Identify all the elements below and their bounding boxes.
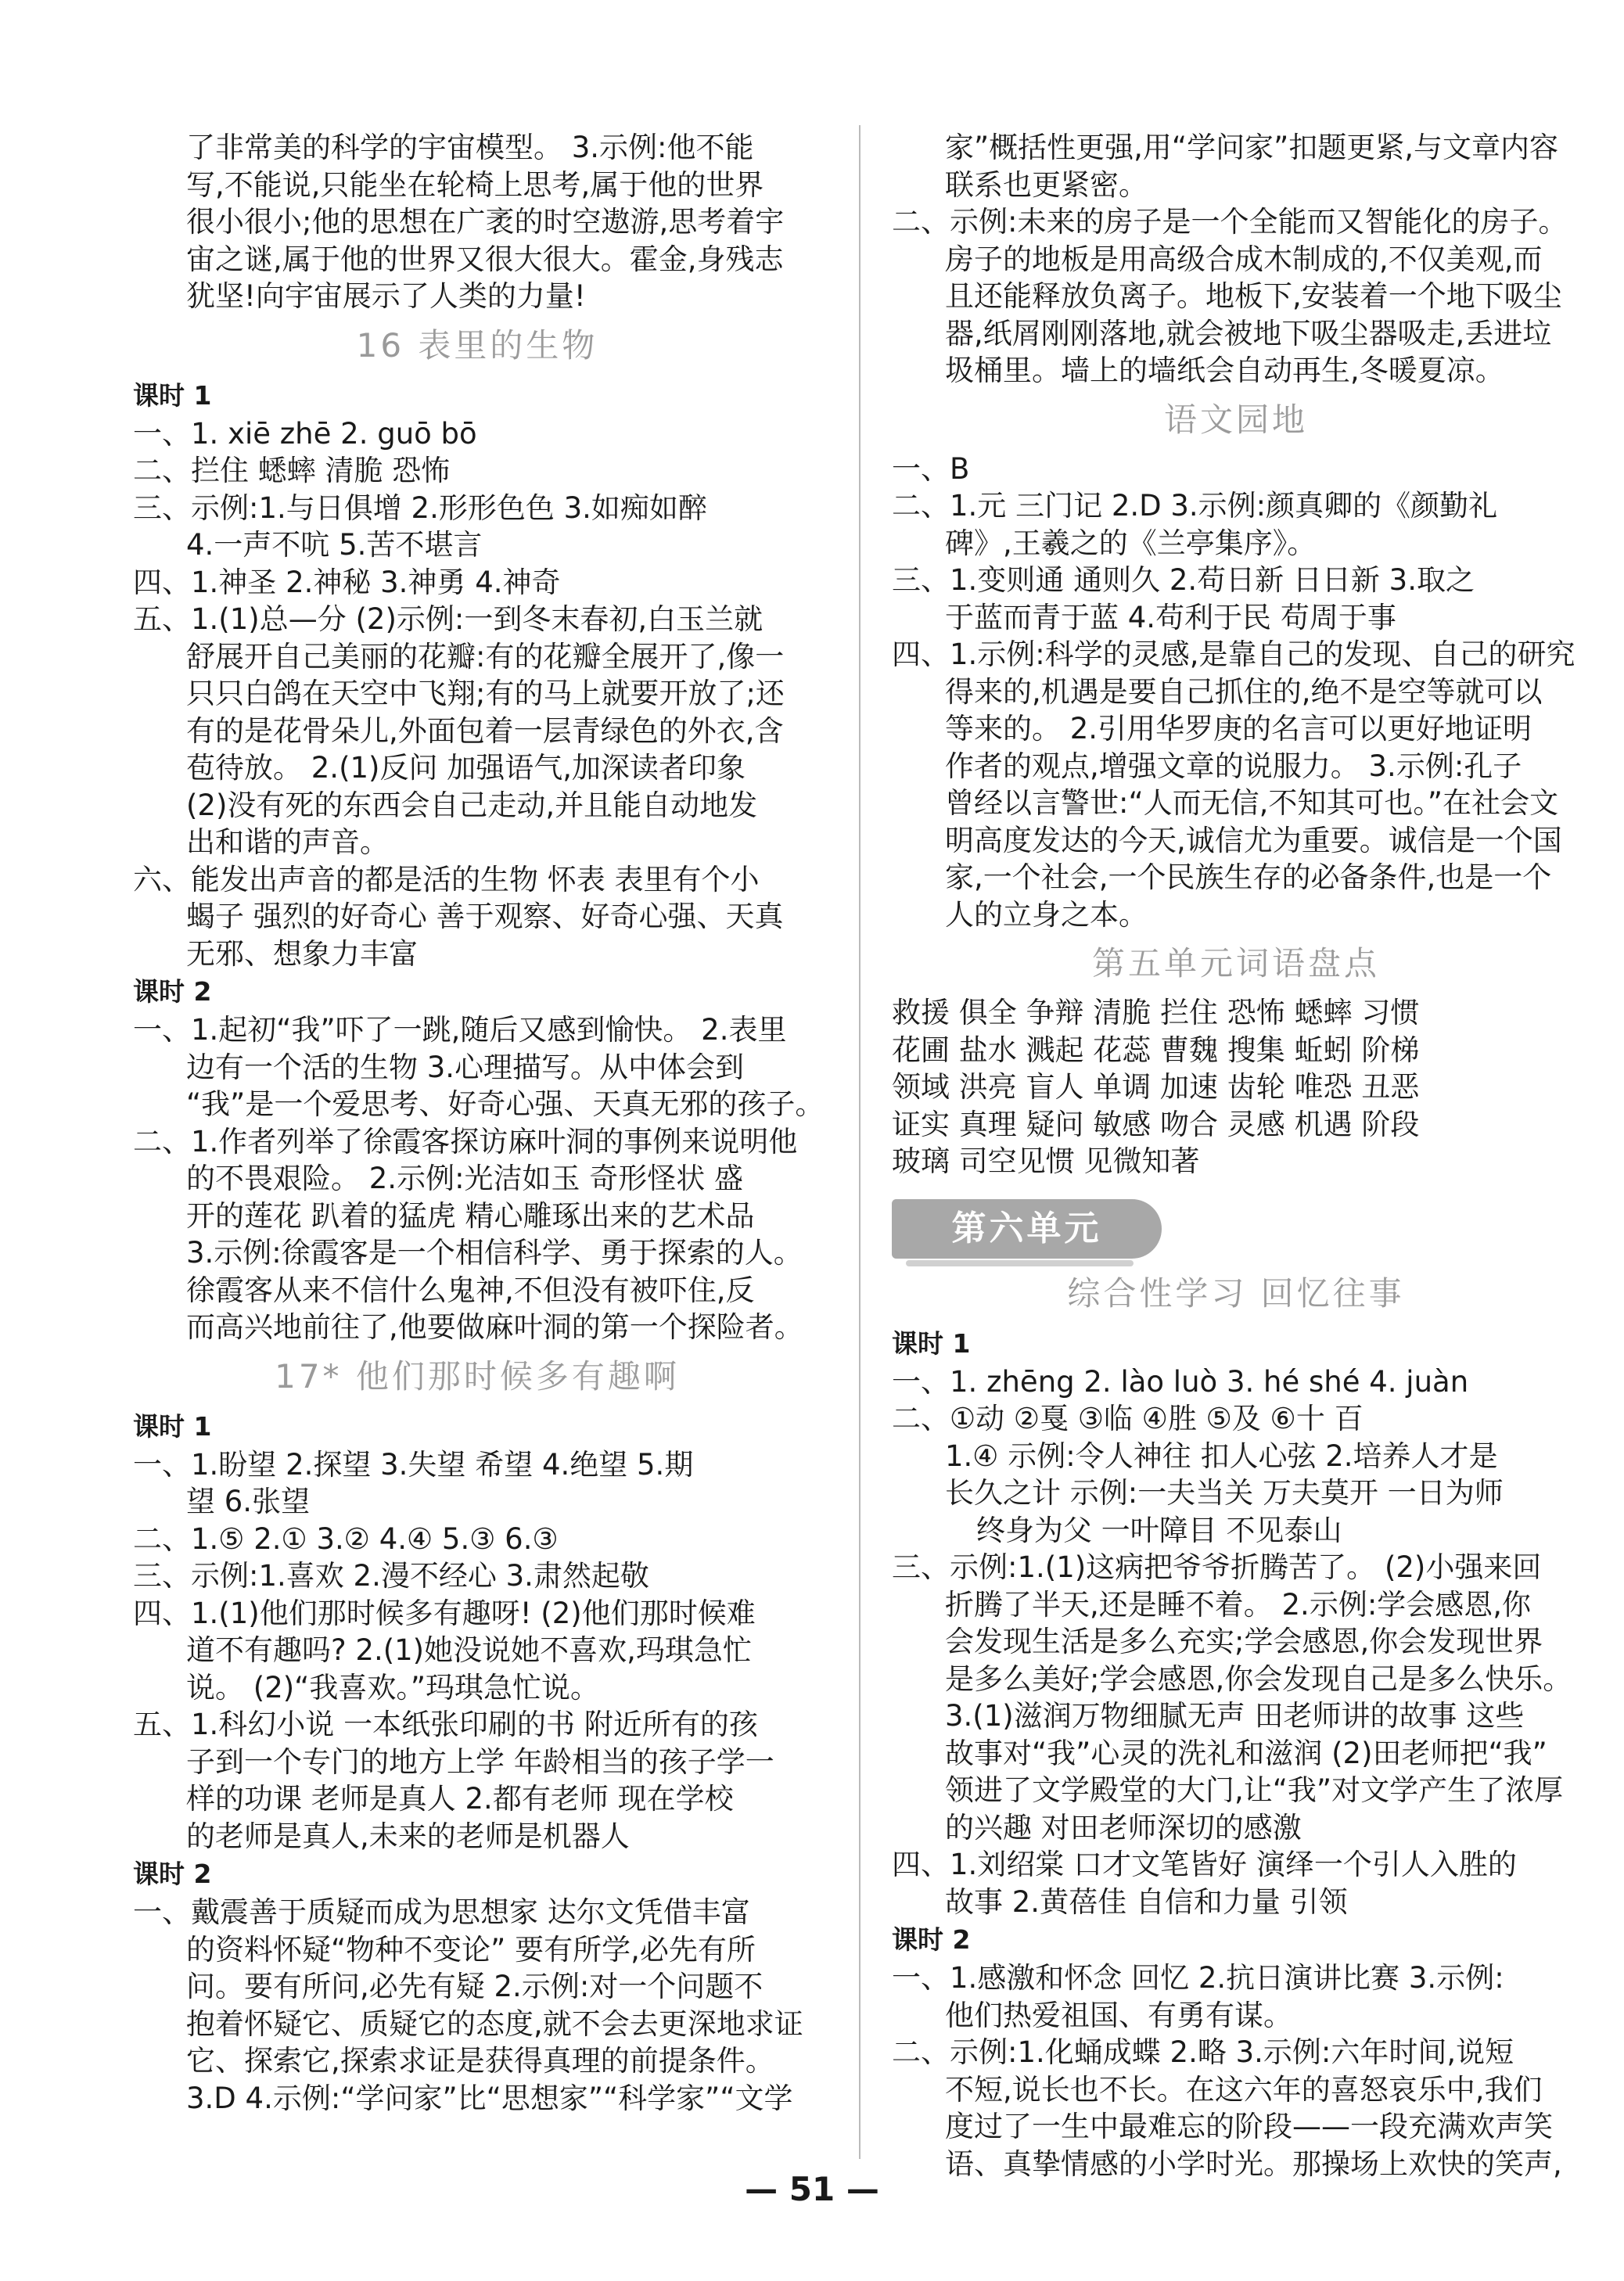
answer-line: 样的功课 老师是真人 2.都有老师 现在学校 <box>186 1782 734 1816</box>
answer-line: 得来的,机遇是要自己抓住的,绝不是空等就可以 <box>945 674 1543 709</box>
answer-line: 故事对“我”心灵的洗礼和滋润 (2)田老师把“我” <box>945 1736 1547 1770</box>
answer-line: 了非常美的科学的宇宙模型。 3.示例:他不能 <box>186 131 754 164</box>
answer-line: 3.(1)滋润万物细腻无声 田老师讲的故事 这些 <box>945 1699 1525 1733</box>
answer-line: 3.D 4.示例:“学问家”比“思想家”“科学家”“文学 <box>186 2081 793 2115</box>
answer-line: 玻璃 司空见惯 见微知著 <box>892 1144 1200 1178</box>
answer-line: 等来的。 2.引用华罗庚的名言可以更好地证明 <box>945 712 1532 745</box>
answer-line: 3.示例:徐霞客是一个相信科学、勇于探索的人。 <box>186 1236 803 1270</box>
answer-line: 二、1.元 三门记 2.D 3.示例:颜真卿的《颜勤礼 <box>892 489 1498 523</box>
answer-line: 徐霞客从来不信什么鬼神,不但没有被吓住,反 <box>186 1273 755 1307</box>
answer-line: 于蓝而青于蓝 4.苟利于民 苟周于事 <box>945 600 1396 634</box>
lesson-label: 课时 1 <box>133 1410 212 1442</box>
answer-line: 二、示例:1.化蛹成蝶 2.略 3.示例:六年时间,说短 <box>892 2035 1514 2069</box>
answer-line: 人的立身之本。 <box>945 897 1148 932</box>
answer-line: 家,一个社会,一个民族生存的必备条件,也是一个 <box>945 860 1552 894</box>
answer-line: 四、1.刘绍棠 口才文笔皆好 演绎一个引人入胜的 <box>892 1848 1517 1881</box>
answer-line: 出和谐的声音。 <box>186 825 389 859</box>
answer-line: 五、1.(1)总—分 (2)示例:一到冬末春初,白玉兰就 <box>133 602 763 636</box>
answer-line: 度过了一生中最难忘的阶段——一段充满欢声笑 <box>945 2110 1553 2143</box>
lesson-label: 课时 2 <box>133 1859 212 1889</box>
section-heading: 语文园地 <box>1163 400 1308 439</box>
answer-line: 领进了文学殿堂的大门,让“我”对文学产生了浓厚 <box>945 1773 1564 1807</box>
answer-line: 三、1.变则通 通则久 2.苟日新 日日新 3.取之 <box>892 563 1475 597</box>
answer-line: 折腾了半天,还是睡不着。 2.示例:学会感恩,你 <box>945 1587 1532 1622</box>
answer-line: 望 6.张望 <box>186 1485 311 1518</box>
answer-line: 蝎子 强烈的好奇心 善于观察、好奇心强、天真 <box>186 900 784 933</box>
answer-line: 三、示例:1.喜欢 2.漫不经心 3.肃然起敬 <box>133 1559 649 1593</box>
section-heading: 综合性学习 回忆往事 <box>1067 1273 1405 1313</box>
answer-line: 宙之谜,属于他的世界又很大很大。霍金,身残志 <box>186 242 784 276</box>
answer-line: 苞待放。 2.(1)反问 加强语气,加深读者印象 <box>186 751 746 785</box>
answer-line: 语、真挚情感的小学时光。那操场上欢快的笑声, <box>945 2146 1562 2181</box>
answer-line: 二、拦住 蟋蟀 清脆 恐怖 <box>133 454 451 487</box>
answer-line: 器,纸屑刚刚落地,就会被地下吸尘器吸走,丢进垃 <box>945 316 1552 350</box>
answer-line: 舒展开自己美丽的花瓣:有的花瓣全展开了,像一 <box>186 639 785 674</box>
answer-line: 二、示例:未来的房子是一个全能而又智能化的房子。 <box>892 205 1568 239</box>
answer-line: 抱着怀疑它、质疑它的态度,就不会去更深地求证 <box>186 2006 803 2041</box>
answer-line: 碑》,王羲之的《兰亭集序》。 <box>945 526 1317 560</box>
unit-banner: 第六单元 <box>892 1199 1162 1259</box>
answer-line: 证实 真理 疑问 敏感 吻合 灵感 机遇 阶段 <box>892 1107 1420 1141</box>
answer-line: 四、1.神圣 2.神秘 3.神勇 4.神奇 <box>133 565 561 599</box>
answer-line: 作者的观点,增强文章的说服力。 3.示例:孔子 <box>945 749 1522 783</box>
answer-line: 家”概括性更强,用“学问家”扣题更紧,与文章内容 <box>945 131 1559 164</box>
answer-line: 道不有趣吗? 2.(1)她没说她不喜欢,玛琪急忙 <box>186 1633 752 1667</box>
section-heading: 第五单元词语盘点 <box>1091 944 1380 982</box>
answer-line: 会发现生活是多么充实;学会感恩,你会发现世界 <box>945 1625 1543 1658</box>
answer-line: 房子的地板是用高级合成木制成的,不仅美观,而 <box>945 242 1543 276</box>
answer-line: 很小很小;他的思想在广袤的时空遨游,思考着宇 <box>186 205 785 239</box>
answer-line: 的资料怀疑“物种不变论” 要有所学,必先有所 <box>186 1932 756 1967</box>
answer-line: 边有一个活的生物 3.心理描写。从中体会到 <box>186 1050 745 1084</box>
answer-line: 而高兴地前往了,他要做麻叶洞的第一个探险者。 <box>186 1310 803 1344</box>
answer-line: 联系也更紧密。 <box>945 167 1148 202</box>
lesson-label: 课时 2 <box>892 1924 971 1955</box>
answer-line: 六、能发出声音的都是活的生物 怀表 表里有个小 <box>133 862 760 896</box>
answer-line: 一、1. xiē zhē 2. guō bō <box>133 416 477 451</box>
answer-line: 开的莲花 趴着的猛虎 精心雕琢出来的艺术品 <box>186 1198 755 1233</box>
column-divider <box>859 125 861 2159</box>
answer-line: 圾桶里。墙上的墙纸会自动再生,冬暖夏凉。 <box>945 354 1504 387</box>
answer-line: 问。要有所问,必先有疑 2.示例:对一个问题不 <box>186 1970 763 2003</box>
answer-line: 四、1.示例:科学的灵感,是靠自己的发现、自己的研究 <box>892 638 1575 671</box>
answer-line: 四、1.(1)他们那时候多有趣呀! (2)他们那时候难 <box>133 1596 756 1630</box>
answer-line: 是多么美好;学会感恩,你会发现自己是多么快乐。 <box>945 1661 1572 1696</box>
answer-line: 二、1.作者列举了徐霞客探访麻叶洞的事例来说明他 <box>133 1124 798 1158</box>
answer-line: 1.④ 示例:令人神往 扣人心弦 2.培养人才是 <box>945 1439 1498 1473</box>
answer-line: 二、①动 ②戛 ③临 ④胜 ⑤及 ⑥十 百 <box>892 1402 1364 1435</box>
answer-line: 一、1.感激和怀念 回忆 2.抗日演讲比赛 3.示例: <box>892 1961 1504 1995</box>
answer-line: 子到一个专门的地方上学 年龄相当的孩子学一 <box>186 1744 774 1779</box>
answer-line: 三、示例:1.(1)这病把爷爷折腾苦了。 (2)小强来回 <box>892 1550 1542 1584</box>
answer-line: 说。 (2)“我喜欢。”玛琪急忙说。 <box>186 1670 600 1704</box>
answer-line: 长久之计 示例:一夫当关 万夫莫开 一日为师 <box>945 1476 1504 1510</box>
answer-line: 的老师是真人,未来的老师是机器人 <box>186 1819 630 1853</box>
answer-line: 只只白鸽在天空中飞翔;有的马上就要开放了;还 <box>186 677 785 710</box>
answer-line: 曾经以言警世:“人而无信,不知其可也。”在社会文 <box>945 786 1559 820</box>
answer-line: 领域 洪亮 盲人 单调 加速 齿轮 唯恐 丑恶 <box>892 1070 1420 1104</box>
answer-line: 的不畏艰险。 2.示例:光洁如玉 奇形怪状 盛 <box>186 1162 744 1195</box>
section-heading: 17* 他们那时候多有趣啊 <box>275 1356 680 1396</box>
answer-line: 救援 俱全 争辩 清脆 拦住 恐怖 蟋蟀 习惯 <box>892 996 1420 1029</box>
answer-line: 一、1. zhēng 2. lào luò 3. hé shé 4. juàn <box>892 1364 1469 1399</box>
answer-line: 花圃 盐水 溅起 花蕊 曹魏 搜集 蚯蚓 阶梯 <box>892 1033 1420 1067</box>
answer-line: 终身为父 一叶障目 不见泰山 <box>976 1513 1342 1547</box>
answer-line: 五、1.科幻小说 一本纸张印刷的书 附近所有的孩 <box>133 1708 758 1741</box>
answer-line: 的兴趣 对田老师深切的感激 <box>945 1810 1302 1845</box>
lesson-label: 课时 1 <box>133 379 212 411</box>
lesson-label: 课时 1 <box>892 1327 971 1359</box>
answer-line: 他们热爱祖国、有勇有谋。 <box>945 1998 1292 2032</box>
answer-line: 一、1.盼望 2.探望 3.失望 希望 4.绝望 5.期 <box>133 1447 694 1482</box>
answer-line: 故事 2.黄蓓佳 自信和力量 引领 <box>945 1884 1348 1919</box>
answer-line: 有的是花骨朵儿,外面包着一层青绿色的外衣,含 <box>186 713 784 748</box>
answer-line: 三、示例:1.与日俱增 2.形形色色 3.如痴如醉 <box>133 490 707 525</box>
answer-line: 4.一声不吭 5.苦不堪言 <box>186 528 483 562</box>
answer-line: 无邪、想象力丰富 <box>186 936 418 971</box>
page-number: — 51 — <box>745 2170 879 2208</box>
answer-line: 一、1.起初“我”吓了一跳,随后又感到愉快。 2.表里 <box>133 1013 787 1047</box>
answer-line: 犹坚!向宇宙展示了人类的力量! <box>186 279 586 313</box>
lesson-label: 课时 2 <box>133 976 212 1007</box>
answer-line: 不短,说长也不长。在这六年的喜怒哀乐中,我们 <box>945 2072 1543 2107</box>
answer-line: 二、1.⑤ 2.① 3.② 4.④ 5.③ 6.③ <box>133 1521 559 1556</box>
answer-line: 明高度发达的今天,诚信尤为重要。诚信是一个国 <box>945 823 1562 857</box>
answer-line: 一、B <box>892 451 970 486</box>
answer-line: 写,不能说,只能坐在轮椅上思考,属于他的世界 <box>186 167 764 202</box>
answer-line: 它、探索它,探索求证是获得真理的前提条件。 <box>186 2044 774 2078</box>
left-column <box>133 129 825 2117</box>
answer-line: “我”是一个爱思考、好奇心强、天真无邪的孩子。 <box>186 1087 825 1121</box>
answer-line: 且还能释放负离子。地板下,安装着一个地下吸尘 <box>945 279 1562 313</box>
section-heading: 16 表里的生物 <box>356 325 598 365</box>
answer-line: (2)没有死的东西会自己走动,并且能自动地发 <box>186 788 758 822</box>
right-column <box>892 129 1580 2182</box>
answer-line: 一、戴震善于质疑而成为思想家 达尔文凭借丰富 <box>133 1895 750 1929</box>
